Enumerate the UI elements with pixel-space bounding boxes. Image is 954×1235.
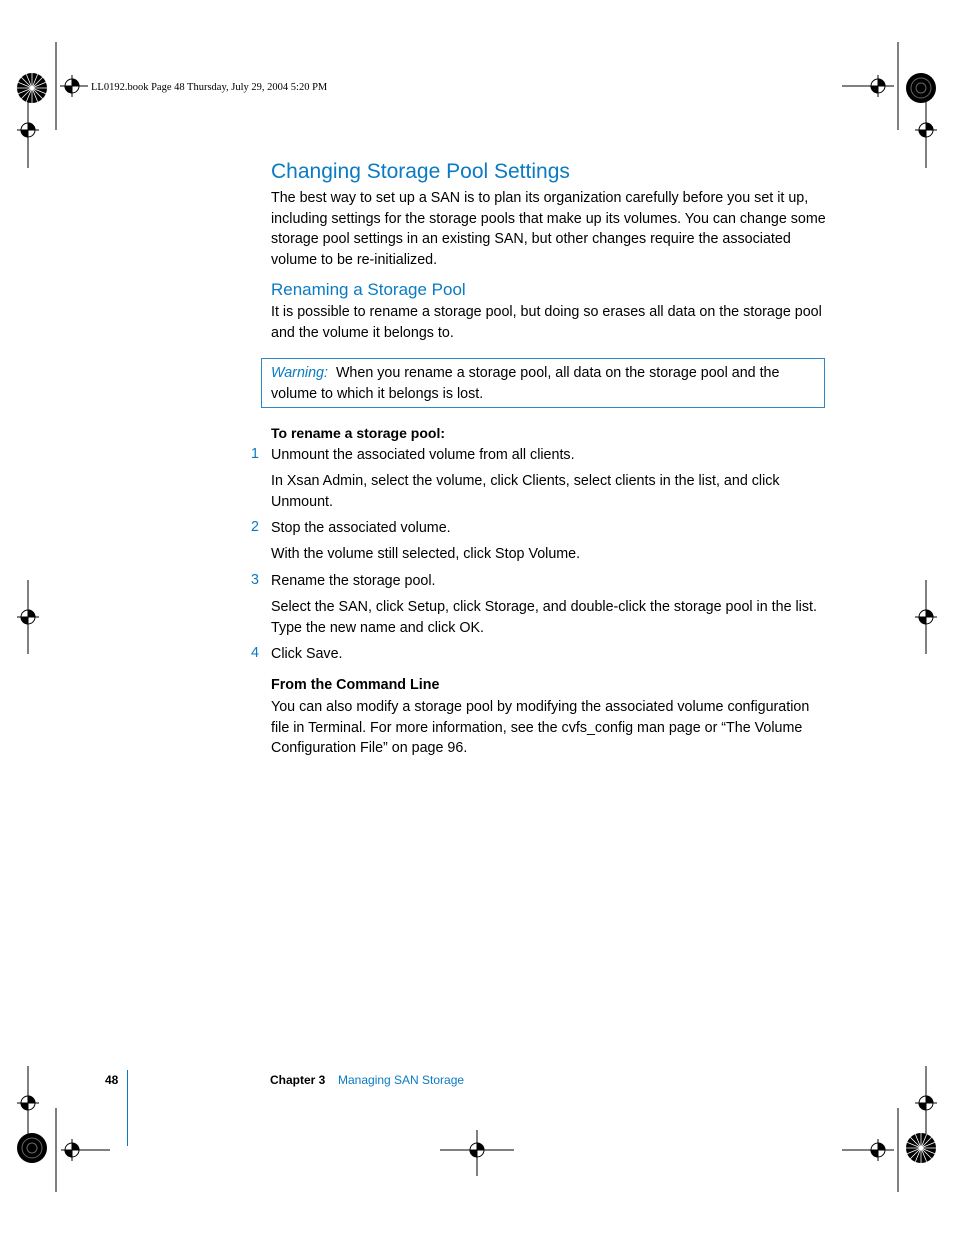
step-text: Rename the storage pool.: [271, 573, 436, 589]
step-number: 1: [251, 446, 259, 462]
page-number: 48: [105, 1073, 119, 1087]
procedure-heading: To rename a storage pool:: [271, 425, 445, 441]
warning-text: [271, 363, 816, 404]
footer-divider: [127, 1070, 128, 1146]
subsection-intro: It is possible to rename a storage pool, but doing so erases all data on the storage pool and the volume it belongs to.: [271, 304, 822, 341]
subsection-title: Renaming a Storage Pool: [271, 280, 466, 299]
section-intro: The best way to set up a SAN is to plan its organization carefully before you set it up, including settings for the storage pools that make up its volumes. You can change some storage pool settings in an existing SAN, but other changes require the associated volume to be re-initialized.: [271, 190, 826, 268]
step-number: 3: [251, 572, 259, 588]
step-text: Unmount the associated volume from all clients.: [271, 447, 575, 463]
command-line-heading: From the Command Line: [271, 677, 440, 693]
step-detail: Select the SAN, click Setup, click Storage, and double-click the storage pool in the list. Type the new name and click OK.: [271, 599, 817, 636]
footer-chapter-title: Managing SAN Storage: [338, 1073, 465, 1087]
step-text: Click Save.: [271, 646, 343, 662]
warning-box: [261, 358, 825, 408]
command-line-text: You can also modify a storage pool by modifying the associated volume configuration file in Terminal. For more information, see the cvfs_config man page or “The Volume Configuration File” on page 96.: [271, 699, 810, 757]
warning-label: Warning:: [271, 365, 328, 381]
step-detail: With the volume still selected, click Stop Volume.: [271, 546, 581, 562]
footer-chapter-label: Chapter 3: [270, 1073, 326, 1087]
step-number: 2: [251, 519, 259, 535]
step-number: 4: [251, 645, 259, 661]
section-title: Changing Storage Pool Settings: [271, 160, 570, 183]
print-slug-line: LL0192.book Page 48 Thursday, July 29, 2004 5:20 PM: [91, 82, 328, 93]
warning-body: When you rename a storage pool, all data on the storage pool and the volume to which it belongs is lost.: [271, 365, 780, 402]
step-text: Stop the associated volume.: [271, 520, 451, 536]
step-detail: In Xsan Admin, select the volume, click Clients, select clients in the list, and click Unmount.: [271, 473, 780, 510]
